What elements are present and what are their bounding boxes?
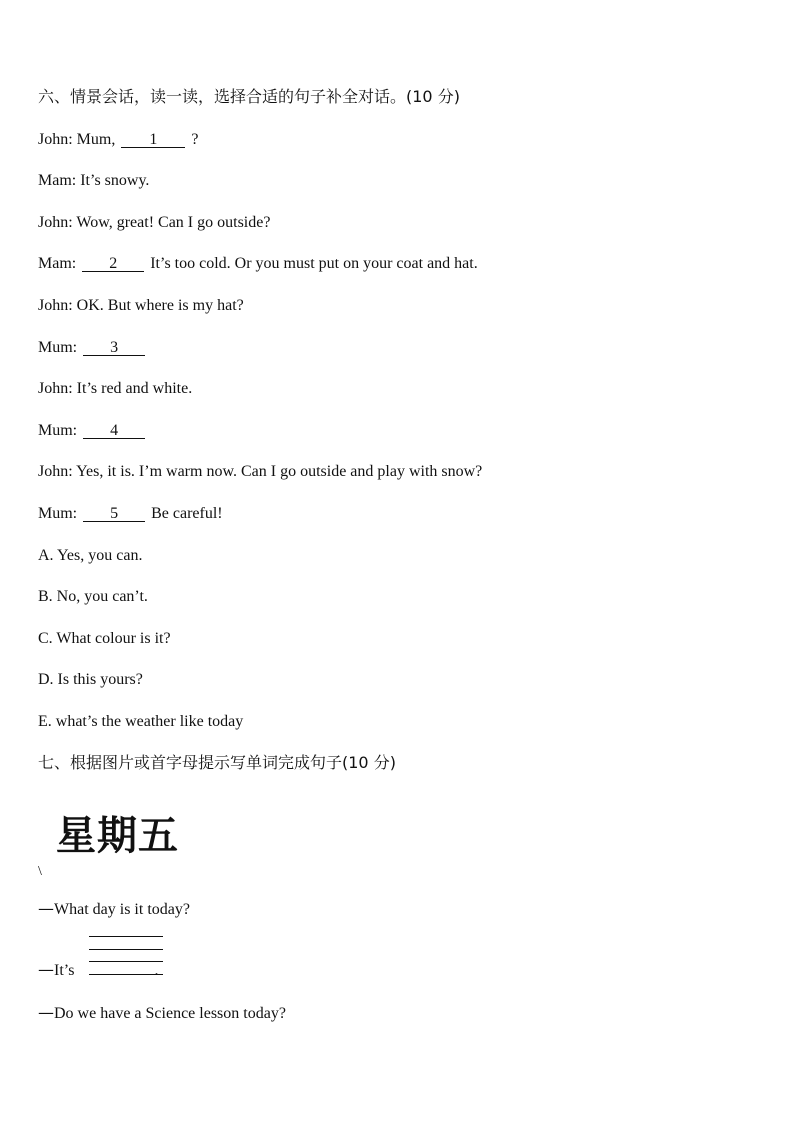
dialogue-text: ?	[191, 131, 199, 148]
option-e: E. what’s the weather like today	[38, 713, 244, 730]
option-d: D. Is this yours?	[38, 671, 143, 688]
dash: —	[38, 1003, 54, 1022]
friday-picture-text: 星期五	[56, 812, 179, 859]
option-c: C. What colour is it?	[38, 630, 171, 647]
dialogue-line-7	[38, 379, 192, 399]
dialogue-text: Be careful!	[151, 505, 223, 522]
speaker: Mam:	[38, 255, 77, 272]
answer-blank-4[interactable]: 4	[83, 423, 145, 439]
dialogue-line-3	[38, 213, 270, 233]
dialogue-line-10	[38, 504, 223, 524]
question-science-lesson	[38, 1003, 286, 1024]
speaker: John:	[38, 297, 73, 314]
speaker: John:	[38, 380, 73, 397]
speaker: John:	[38, 131, 73, 148]
question-text: Do we have a Science lesson today?	[54, 1005, 286, 1022]
speaker: Mum:	[38, 505, 78, 522]
dialogue-line-6	[38, 338, 147, 358]
option-b: B. No, you can’t.	[38, 588, 148, 605]
speaker: Mum:	[38, 339, 78, 356]
answer-underline	[89, 936, 163, 937]
dialogue-line-9	[38, 462, 482, 482]
dialogue-line-5	[38, 296, 244, 316]
dialogue-text: It’s snowy.	[80, 172, 150, 189]
answer-blank-2[interactable]: 2	[82, 256, 144, 272]
dash: —	[38, 899, 54, 918]
speaker: John:	[38, 463, 73, 480]
answer-blank-1[interactable]: 1	[121, 132, 185, 148]
dialogue-text: Wow, great! Can I go outside?	[76, 214, 271, 231]
answer-blank-5[interactable]: 5	[83, 506, 145, 522]
speaker: Mam:	[38, 172, 77, 189]
dialogue-text: Mum,	[76, 131, 116, 148]
answer-suffix: .	[154, 962, 159, 979]
dialogue-line-1	[38, 130, 198, 150]
dash: —	[38, 960, 54, 979]
dialogue-text: Yes, it is. I’m warm now. Can I go outside and play with snow?	[76, 463, 483, 480]
answer-prefix: It’s	[54, 962, 75, 979]
option-a: A. Yes, you can.	[38, 547, 143, 564]
dialogue-line-2	[38, 171, 149, 191]
speaker: John:	[38, 214, 73, 231]
stray-backslash: \	[38, 864, 42, 879]
question-text: What day is it today?	[54, 901, 190, 918]
friday-picture	[52, 806, 192, 858]
dialogue-text: It’s too cold. Or you must put on your coat and hat.	[150, 255, 478, 272]
dialogue-line-4	[38, 254, 478, 274]
answer-underline	[89, 949, 163, 950]
speaker: Mum:	[38, 422, 78, 439]
section-7-heading: 七、根据图片或首字母提示写单词完成句子(10 分)	[38, 753, 396, 772]
dialogue-text: It’s red and white.	[76, 380, 193, 397]
dialogue-text: OK. But where is my hat?	[76, 297, 244, 314]
answer-blank-3[interactable]: 3	[83, 340, 145, 356]
question-what-day	[38, 899, 190, 920]
answer-its-line	[38, 960, 158, 981]
section-6-heading: 六、情景会话，读一读，选择合适的句子补全对话。(10 分)	[38, 87, 460, 106]
dialogue-line-8	[38, 421, 147, 441]
